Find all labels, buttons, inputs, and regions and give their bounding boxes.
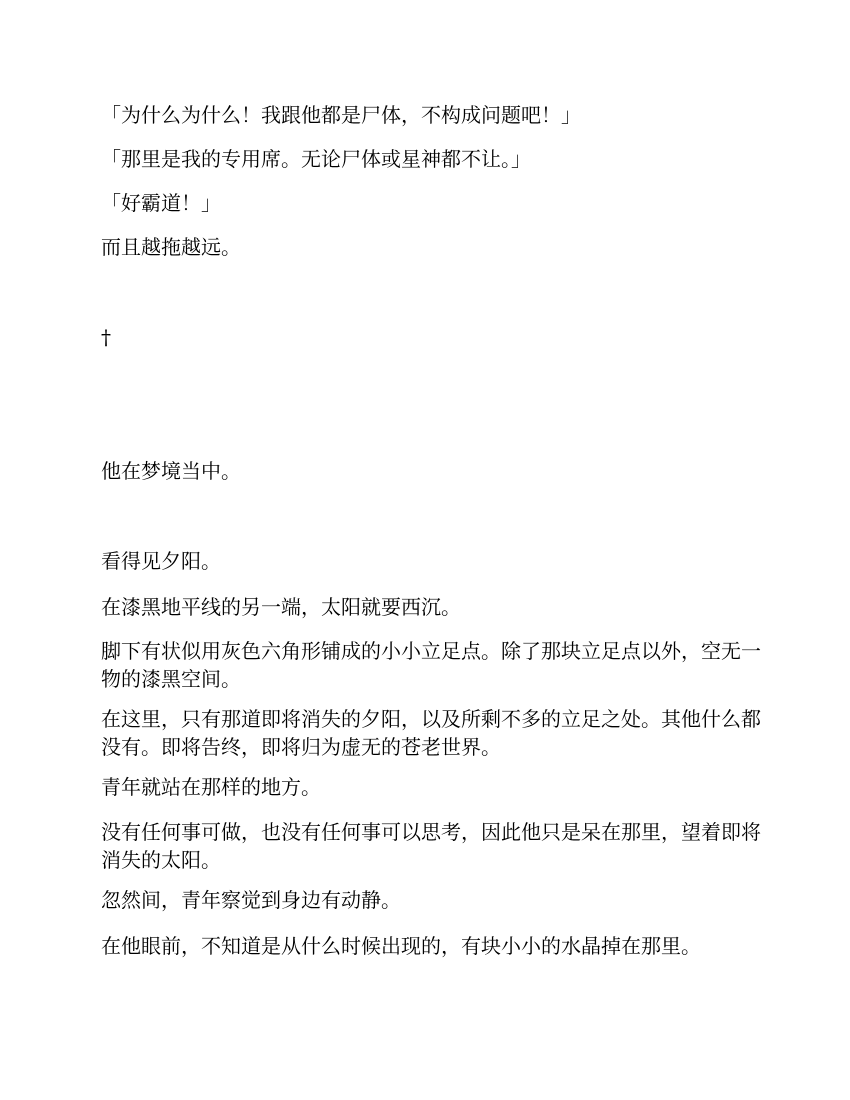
narration-paragraph: 青年就站在那样的地方。 xyxy=(101,775,321,799)
narration-paragraph: 看得见夕阳。 xyxy=(101,549,221,573)
narration-paragraph: 在他眼前，不知道是从什么时候出现的，有块小小的水晶掉在那里。 xyxy=(101,934,701,958)
narration-paragraph: 脚下有状似用灰色六角形铺成的小小立足点。除了那块立足点以外，空无一物的漆黑空间。 xyxy=(101,639,761,691)
narration-paragraph: 他在梦境当中。 xyxy=(101,459,241,483)
dialogue-paragraph: 「那里是我的专用席。无论尸体或星神都不让。」 xyxy=(101,147,531,171)
narration-paragraph: 而且越拖越远。 xyxy=(101,235,241,259)
dialogue-paragraph: 「好霸道！」 xyxy=(101,191,221,215)
narration-paragraph: 忽然间，青年察觉到身边有动静。 xyxy=(101,888,401,912)
narration-paragraph: 在这里，只有那道即将消失的夕阳，以及所剩不多的立足之处。其他什么都没有。即将告终，即将归为虚无的苍老世界。 xyxy=(101,707,761,759)
narration-paragraph: 在漆黑地平线的另一端，太阳就要西沉。 xyxy=(101,595,461,619)
section-separator: † xyxy=(101,325,111,349)
narration-paragraph: 没有任何事可做，也没有任何事可以思考，因此他只是呆在那里，望着即将消失的太阳。 xyxy=(101,820,761,872)
dialogue-paragraph: 「为什么为什么！我跟他都是尸体，不构成问题吧！」 xyxy=(101,103,581,127)
